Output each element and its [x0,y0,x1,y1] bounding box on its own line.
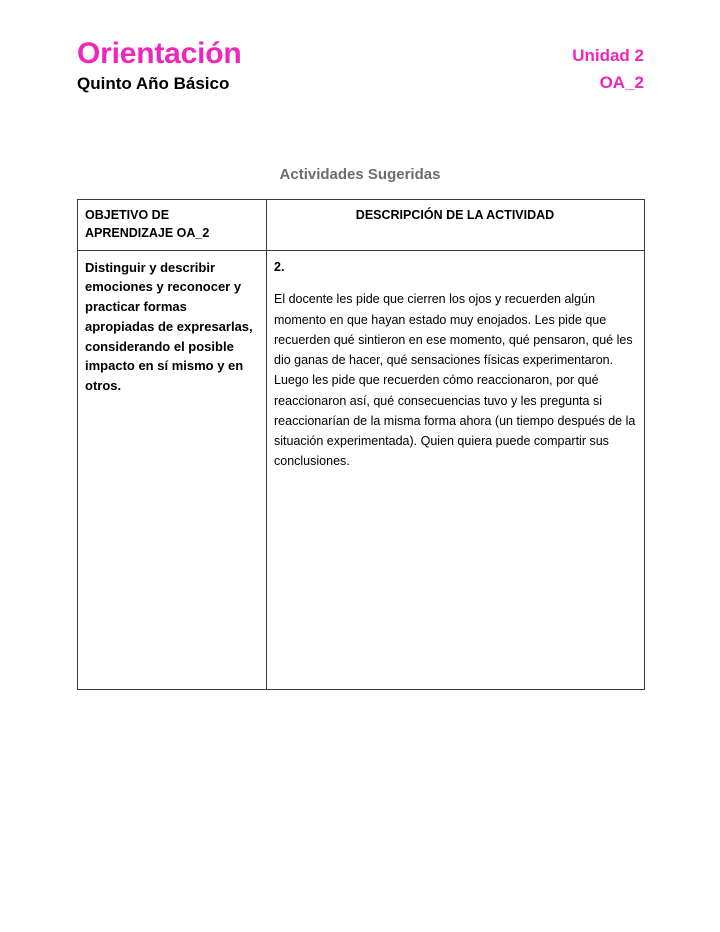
unit-label: Unidad 2 [572,46,644,65]
header-right-group [572,38,644,92]
table-header-row [78,200,645,251]
header-left-group [77,38,242,93]
activity-description: El docente les pide que cierren los ojos y recuerden algún momento en que hayan estado muy enojados. Les pide que recuerden qué sintieron en ese momento, qué pensaron, qué les dio ganas de hacer, qué sensaciones físicas experimentaron. Luego les pide que recuerden cómo reaccionaron, por qué reaccionaron así, qué consecuencias tuvo y les pregunta si reaccionarían de la misma forma ahora (un tiempo después de la situación experimentada). Quien quiera puede compartir sus conclusiones. [274,292,636,469]
document-header [77,38,644,93]
activity-number: 2. [274,259,285,274]
objective-cell [78,250,267,689]
activity-cell [267,250,645,689]
table-row [78,250,645,689]
objective-text: Distinguir y describir emociones y reconocer y practicar formas apropiadas de expresarlas, considerando el posible impacto en sí mismo y en otros. [85,259,253,393]
section-title: Actividades Sugeridas [279,166,441,183]
page-title: Orientación [77,37,242,70]
activities-table [77,199,645,690]
oa-code-label: OA_2 [599,72,644,92]
page-subtitle: Quinto Año Básico [77,73,230,93]
table-header-description: DESCRIPCIÓN DE LA ACTIVIDAD [267,200,645,251]
table-header-objective: OBJETIVO DE APRENDIZAJE OA_2 [78,200,267,251]
